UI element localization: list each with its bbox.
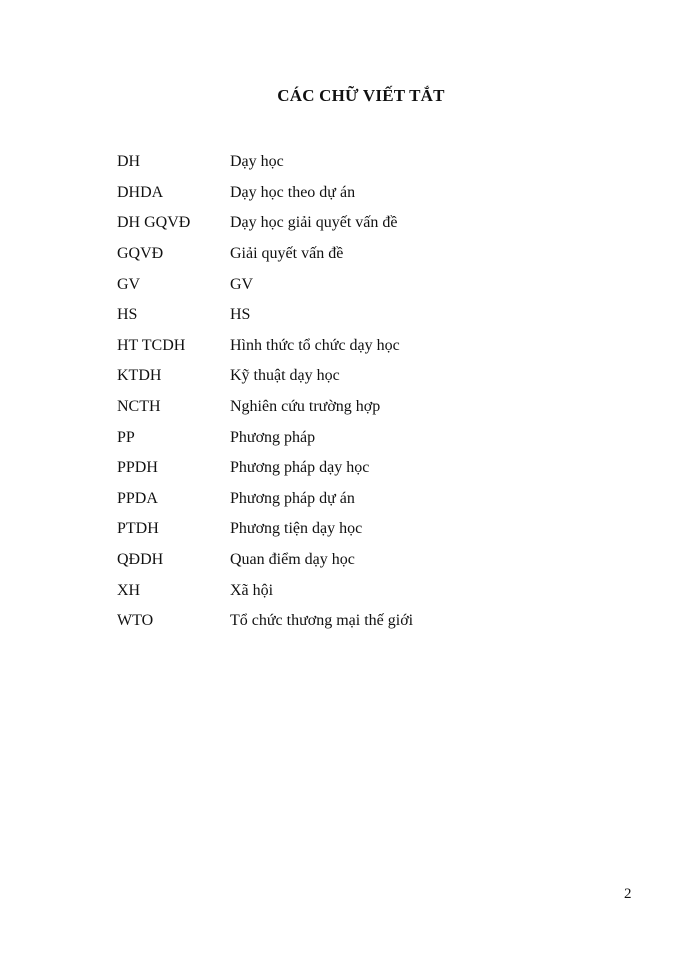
abbreviation-row	[117, 545, 413, 576]
abbreviation-row	[117, 392, 413, 423]
abbreviation-definition: Tổ chức thương mại thế giới	[230, 612, 414, 630]
abbreviation-term: XH	[117, 581, 141, 599]
abbreviation-row	[117, 422, 413, 453]
abbreviation-definition: Dạy học giải quyết vấn đề	[230, 214, 398, 232]
abbreviation-row	[117, 361, 413, 392]
abbreviation-term: WTO	[117, 612, 154, 630]
abbreviation-definition: Hình thức tổ chức dạy học	[230, 336, 400, 354]
abbreviation-definition: Giải quyết vấn đề	[230, 245, 344, 263]
abbreviation-definition: Xã hội	[230, 581, 274, 599]
abbreviation-definition: Phương pháp dự án	[230, 489, 355, 507]
abbreviation-term: DH	[117, 153, 141, 171]
abbreviation-row	[117, 300, 413, 331]
abbreviation-definition: Phương pháp dạy học	[230, 459, 370, 477]
abbreviation-row	[117, 514, 413, 545]
abbreviation-term: DHDA	[117, 183, 164, 201]
abbreviation-row	[117, 575, 413, 606]
abbreviation-row	[117, 606, 413, 637]
abbreviation-row	[117, 484, 413, 515]
abbreviation-term: PPDH	[117, 459, 158, 477]
abbreviation-term: QĐDH	[117, 551, 164, 569]
abbreviation-definition: Phương tiện dạy học	[230, 520, 363, 538]
abbreviation-definition: Kỹ thuật dạy học	[230, 367, 340, 385]
abbreviation-term: NCTH	[117, 398, 161, 416]
abbreviation-list	[117, 147, 413, 637]
abbreviation-term: DH GQVĐ	[117, 214, 191, 232]
abbreviation-definition: Phương pháp	[230, 428, 316, 446]
abbreviation-definition: GV	[230, 275, 254, 293]
abbreviation-definition: Nghiên cứu trường hợp	[230, 398, 381, 416]
abbreviation-term: GV	[117, 275, 141, 293]
abbreviation-row	[117, 269, 413, 300]
abbreviation-definition: Dạy học theo dự án	[230, 183, 356, 201]
page-number: 2	[624, 886, 632, 902]
abbreviation-term: HS	[117, 306, 138, 324]
abbreviation-definition: HS	[230, 306, 251, 324]
abbreviation-term: GQVĐ	[117, 245, 164, 263]
abbreviation-term: PPDA	[117, 489, 158, 507]
abbreviation-term: PTDH	[117, 520, 159, 538]
abbreviation-definition: Dạy học	[230, 153, 284, 171]
abbreviation-row	[117, 147, 413, 178]
abbreviation-term: KTDH	[117, 367, 162, 385]
abbreviation-definition: Quan điểm dạy học	[230, 551, 355, 569]
abbreviation-row	[117, 239, 413, 270]
abbreviation-row	[117, 178, 413, 209]
abbreviation-row	[117, 331, 413, 362]
abbreviation-term: PP	[117, 428, 135, 446]
page-title: CÁC CHỮ VIẾT TẮT	[277, 86, 445, 105]
abbreviation-row	[117, 453, 413, 484]
abbreviation-term: HT TCDH	[117, 336, 186, 354]
abbreviation-row	[117, 208, 413, 239]
